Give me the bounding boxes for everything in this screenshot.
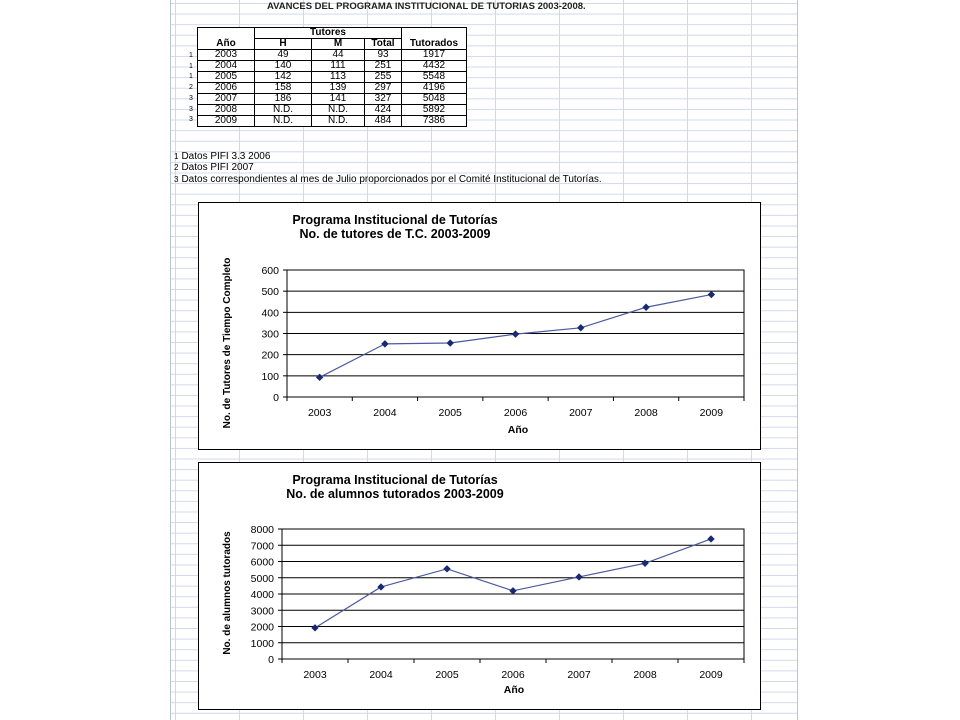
- data-point: [444, 566, 450, 572]
- table-cell: 139: [312, 83, 365, 94]
- chart-subtitle: No. de tutores de T.C. 2003-2009: [299, 227, 491, 241]
- table-cell: 158: [255, 83, 312, 94]
- chart-tutores[interactable]: [198, 202, 761, 450]
- table-row: [198, 116, 467, 127]
- table-cell: 93: [365, 50, 402, 61]
- y-tick-label: 300: [261, 328, 279, 341]
- table-cell: 2005: [198, 72, 255, 83]
- y-tick-label: 3000: [250, 605, 274, 618]
- data-point: [378, 584, 384, 590]
- table-row: [198, 105, 467, 116]
- table-cell: 186: [255, 94, 312, 105]
- series-line: [315, 539, 711, 628]
- sheet-title: AVANCES DEL PROGRAMA INSTITUCIONAL DE TUTORIAS 2003-2008.: [267, 1, 586, 12]
- data-point: [317, 374, 323, 380]
- y-tick-label: 500: [261, 286, 279, 299]
- table-cell: 142: [255, 72, 312, 83]
- footnote: [174, 162, 602, 173]
- table-header-row: [198, 28, 467, 39]
- table-cell: 1917: [402, 50, 467, 61]
- table-cell: N.D.: [312, 105, 365, 116]
- x-tick-label: 2003: [307, 407, 332, 419]
- y-axis-label: No. de Tutores de Tiempo Completo: [222, 257, 233, 429]
- y-tick-label: 400: [261, 307, 279, 320]
- table-cell: 424: [365, 105, 402, 116]
- table-cell: 5048: [402, 94, 467, 105]
- y-tick-label: 2000: [250, 621, 274, 634]
- table-header-h: H: [255, 39, 312, 50]
- footnotes: [174, 151, 602, 185]
- x-tick-label: 2007: [569, 407, 593, 419]
- y-tick-label: 4000: [250, 589, 274, 601]
- table-header-cell: [198, 28, 255, 39]
- footnote-text: Datos PIFI 3.3 2006: [181, 151, 271, 162]
- table-cell: 113: [312, 72, 365, 83]
- data-point: [513, 331, 519, 337]
- row-ref: 1: [189, 62, 193, 70]
- footnote-number: 1: [174, 152, 179, 161]
- data-point: [578, 325, 584, 331]
- table-cell: 484: [365, 116, 402, 127]
- y-tick-label: 5000: [250, 572, 274, 585]
- table-cell: 141: [312, 94, 365, 105]
- x-tick-label: 2003: [303, 669, 327, 681]
- y-tick-label: 0: [273, 392, 279, 404]
- table-cell: 2008: [198, 105, 255, 116]
- table-header-tutores: Tutores: [255, 28, 402, 39]
- footnote: [174, 174, 602, 185]
- table-cell: 4196: [402, 83, 467, 94]
- table-header-anio: Año: [198, 39, 255, 50]
- table-cell: 297: [365, 83, 402, 94]
- table-cell: 251: [365, 61, 402, 72]
- x-tick-label: 2006: [503, 407, 528, 419]
- table-cell: 2009: [198, 116, 255, 127]
- x-axis-label: Año: [507, 424, 529, 436]
- data-point: [382, 341, 388, 347]
- chart-tutorados-svg: [199, 463, 760, 709]
- y-tick-label: 6000: [250, 556, 274, 569]
- x-tick-label: 2008: [634, 407, 658, 419]
- table-row: [198, 61, 467, 72]
- tutorias-table: [197, 27, 467, 127]
- table-cell: 44: [312, 50, 365, 61]
- data-point: [576, 574, 582, 580]
- row-ref: 3: [189, 94, 193, 102]
- table-cell: 7386: [402, 116, 467, 127]
- data-point: [708, 292, 714, 298]
- chart-title: Programa Institucional de Tutorías: [292, 213, 498, 227]
- table-cell: 255: [365, 72, 402, 83]
- x-tick-label: 2004: [369, 669, 393, 681]
- table-row: [198, 83, 467, 94]
- table-cell: 4432: [402, 61, 467, 72]
- table-cell: 2004: [198, 61, 255, 72]
- data-point: [447, 340, 453, 346]
- chart-tutorados[interactable]: [198, 462, 761, 710]
- data-point: [643, 304, 649, 310]
- table-row: [198, 94, 467, 105]
- footnote-text: Datos PIFI 2007: [181, 162, 254, 174]
- row-ref: 1: [189, 52, 193, 59]
- y-tick-label: 7000: [250, 540, 274, 553]
- x-tick-label: 2007: [567, 669, 591, 681]
- spreadsheet: [170, 0, 798, 720]
- table-header-cell: [402, 28, 467, 39]
- row-ref: 3: [189, 105, 193, 113]
- table-cell: 2006: [198, 83, 255, 94]
- x-tick-label: 2005: [435, 669, 459, 681]
- table-cell: 2007: [198, 94, 255, 105]
- chart-title: Programa Institucional de Tutorías: [292, 473, 498, 487]
- y-tick-label: 200: [261, 349, 279, 362]
- row-ref: 2: [189, 84, 193, 92]
- table-cell: 111: [312, 61, 365, 72]
- x-axis-label: Año: [503, 684, 525, 696]
- table-cell: 327: [365, 94, 402, 105]
- row-reference-numbers: [189, 51, 193, 126]
- y-tick-label: 600: [261, 265, 279, 277]
- y-tick-label: 8000: [250, 524, 274, 536]
- table-header-row: [198, 39, 467, 50]
- table-cell: 140: [255, 61, 312, 72]
- x-tick-label: 2008: [633, 669, 657, 681]
- footnote: [174, 151, 602, 162]
- y-axis-label: No. de alumnos tutorados: [222, 531, 233, 655]
- table-header-m: M: [312, 39, 365, 50]
- table-row: [198, 72, 467, 83]
- table-header-tutorados: Tutorados: [402, 39, 467, 50]
- chart-tutores-svg: [199, 203, 760, 449]
- table-header-total: Total: [365, 39, 402, 50]
- x-tick-label: 2005: [438, 407, 462, 419]
- y-tick-label: 1000: [250, 637, 274, 650]
- x-tick-label: 2004: [373, 407, 397, 419]
- footnote-number: 2: [174, 163, 179, 173]
- data-point: [510, 588, 516, 594]
- footnote-number: 3: [174, 174, 179, 184]
- data-point: [708, 536, 714, 542]
- chart-subtitle: No. de alumnos tutorados 2003-2009: [286, 487, 504, 501]
- x-tick-label: 2009: [699, 669, 723, 681]
- y-tick-label: 100: [261, 370, 279, 383]
- table-cell: 5548: [402, 72, 467, 83]
- row-ref: 1: [189, 73, 193, 81]
- data-point: [312, 625, 318, 631]
- x-tick-label: 2009: [699, 407, 724, 419]
- table-cell: N.D.: [255, 116, 312, 127]
- table-cell: N.D.: [312, 116, 365, 127]
- table-cell: N.D.: [255, 105, 312, 116]
- table-cell: 5892: [402, 105, 467, 116]
- y-tick-label: 0: [268, 654, 274, 666]
- table-cell: 49: [255, 50, 312, 61]
- row-ref: 3: [189, 116, 193, 124]
- table-row: [198, 50, 467, 61]
- footnote-text: Datos correspondientes al mes de Julio proporcionados por el Comité Institucional de Tutorías.: [181, 173, 602, 185]
- x-tick-label: 2006: [501, 669, 525, 681]
- table-cell: 2003: [198, 50, 255, 61]
